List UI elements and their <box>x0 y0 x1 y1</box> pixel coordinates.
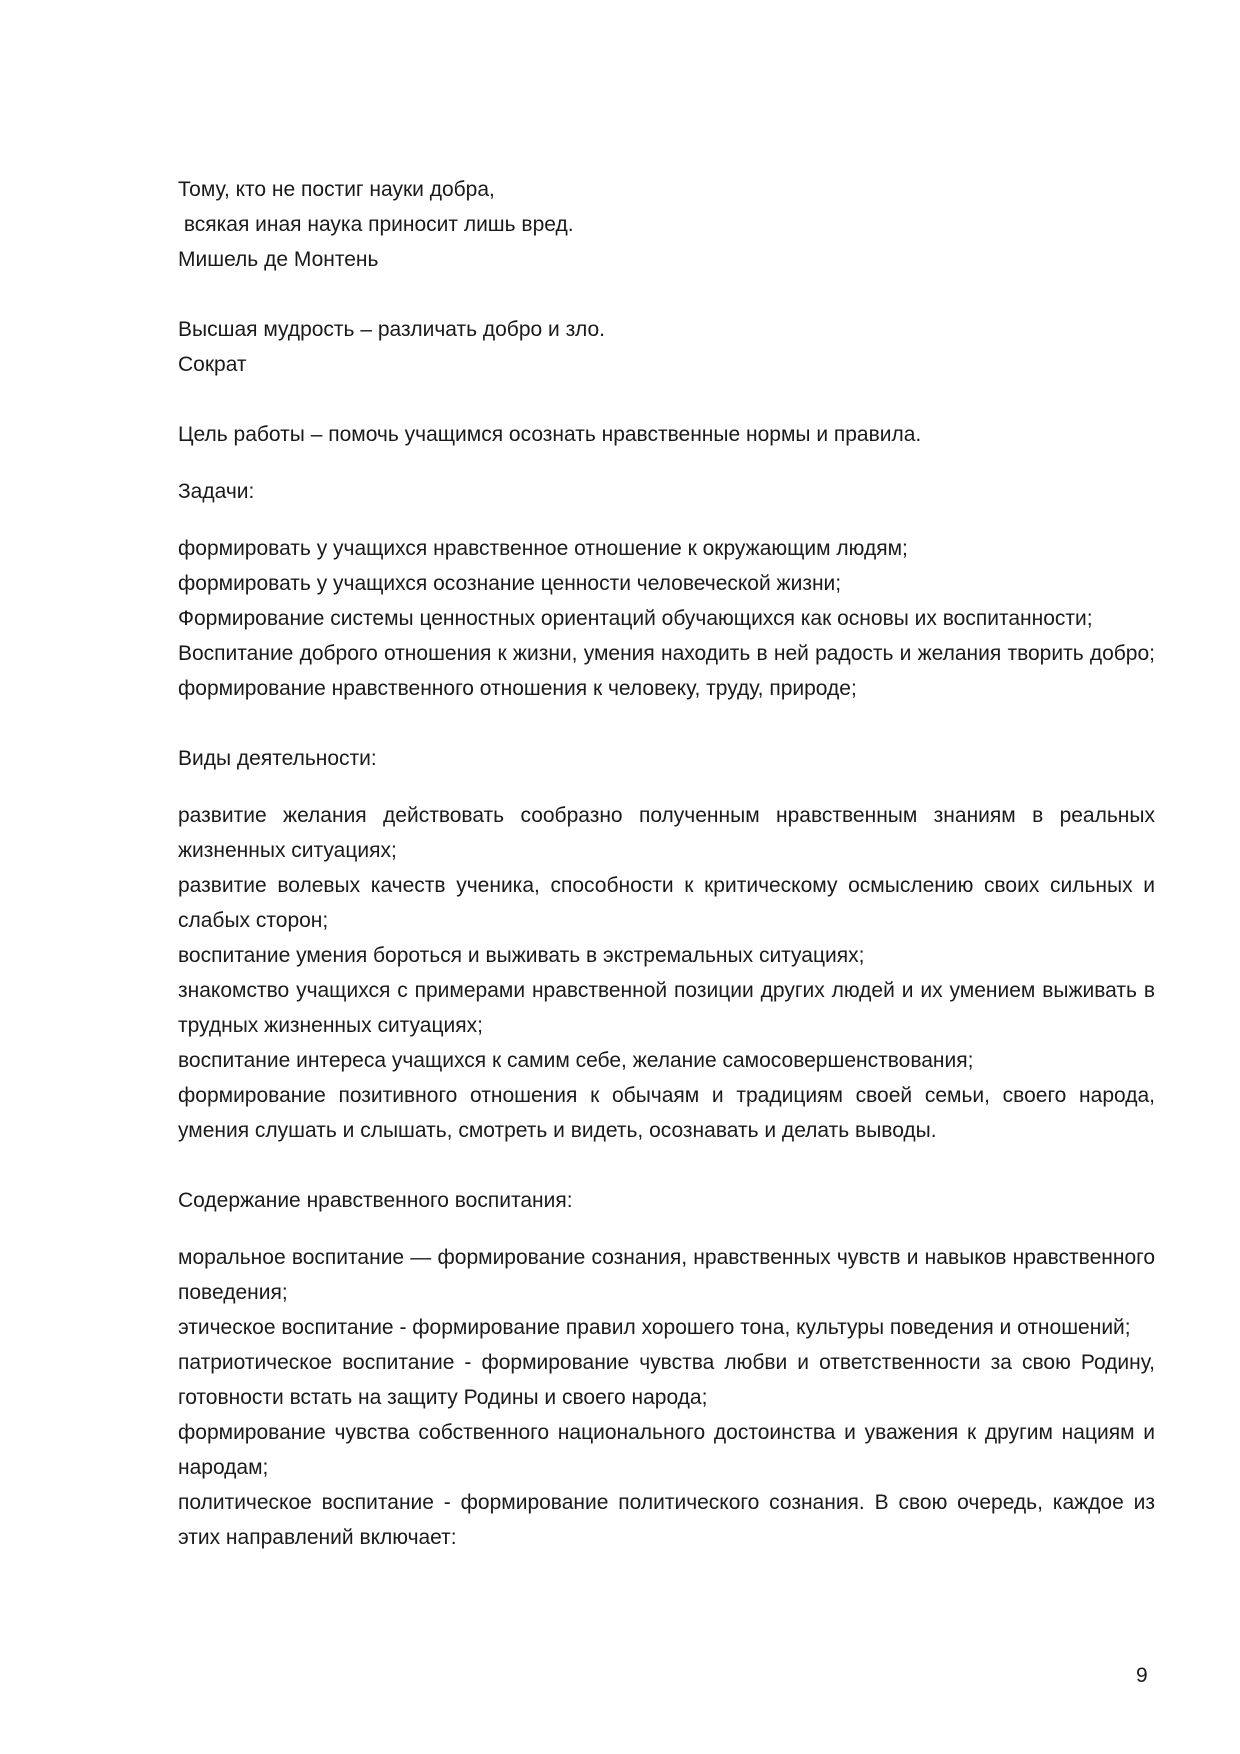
epigraph-author: Сократ <box>178 353 247 376</box>
list-item: этическое воспитание - формирование правил хорошего тона, культуры поведения и отношений; <box>178 1316 1131 1339</box>
epigraph-line: Высшая мудрость – различать добро и зло. <box>178 318 605 341</box>
list-item: воспитание интереса учащихся к самим себе, желание самосовершенствования; <box>178 1049 974 1072</box>
activities-heading: Виды деятельности: <box>178 747 377 770</box>
epigraph-montaigne <box>178 172 1155 277</box>
list-item: формировать у учащихся осознание ценности человеческой жизни; <box>178 572 842 595</box>
goal-paragraph: Цель работы – помочь учащимся осознать нравственные нормы и правила. <box>178 423 922 446</box>
document-page <box>178 172 1155 1555</box>
epigraph-socrates <box>178 312 1155 382</box>
activities-list <box>178 798 1155 1148</box>
list-item: политическое воспитание - формирование политического сознания. В свою очередь, каждое из этих направлений включает: <box>178 1491 1155 1549</box>
content-heading: Содержание нравственного воспитания: <box>178 1189 573 1212</box>
tasks-list <box>178 531 1155 706</box>
epigraph-line: всякая иная наука приносит лишь вред. <box>178 213 574 236</box>
list-item: формирование чувства собственного национального достоинства и уважения к другим нациям и народам; <box>178 1421 1155 1479</box>
list-item: патриотическое воспитание - формирование чувства любви и ответственности за свою Родину, готовности встать на защиту Родины и своего народа; <box>178 1351 1155 1409</box>
list-item: знакомство учащихся с примерами нравственной позиции других людей и их умением выживать в трудных жизненных ситуациях; <box>178 979 1155 1037</box>
list-item: развитие волевых качеств ученика, способности к критическому осмыслению своих сильных и слабых сторон; <box>178 874 1155 932</box>
epigraph-author: Мишель де Монтень <box>178 248 379 271</box>
list-item: воспитание умения бороться и выживать в экстремальных ситуациях; <box>178 944 865 967</box>
page-number: 9 <box>1136 1664 1148 1687</box>
tasks-heading: Задачи: <box>178 480 255 503</box>
list-item: моральное воспитание — формирование сознания, нравственных чувств и навыков нравственного поведения; <box>178 1246 1155 1304</box>
list-item: Формирование системы ценностных ориентаций обучающихся как основы их воспитанности; <box>178 607 1093 630</box>
epigraph-line: Тому, кто не постиг науки добра, <box>178 178 495 201</box>
list-item: Воспитание доброго отношения к жизни, умения находить в ней радость и желания творить добро; формирование нравственного отношения к человеку, труду, природе; <box>178 642 1155 700</box>
list-item: развитие желания действовать сообразно полученным нравственным знаниям в реальных жизненных ситуациях; <box>178 804 1155 862</box>
list-item: формирование позитивного отношения к обычаям и традициям своей семьи, своего народа, умения слушать и слышать, смотреть и видеть, осознавать и делать выводы. <box>178 1084 1155 1142</box>
content-list <box>178 1240 1155 1555</box>
list-item: формировать у учащихся нравственное отношение к окружающим людям; <box>178 537 908 560</box>
